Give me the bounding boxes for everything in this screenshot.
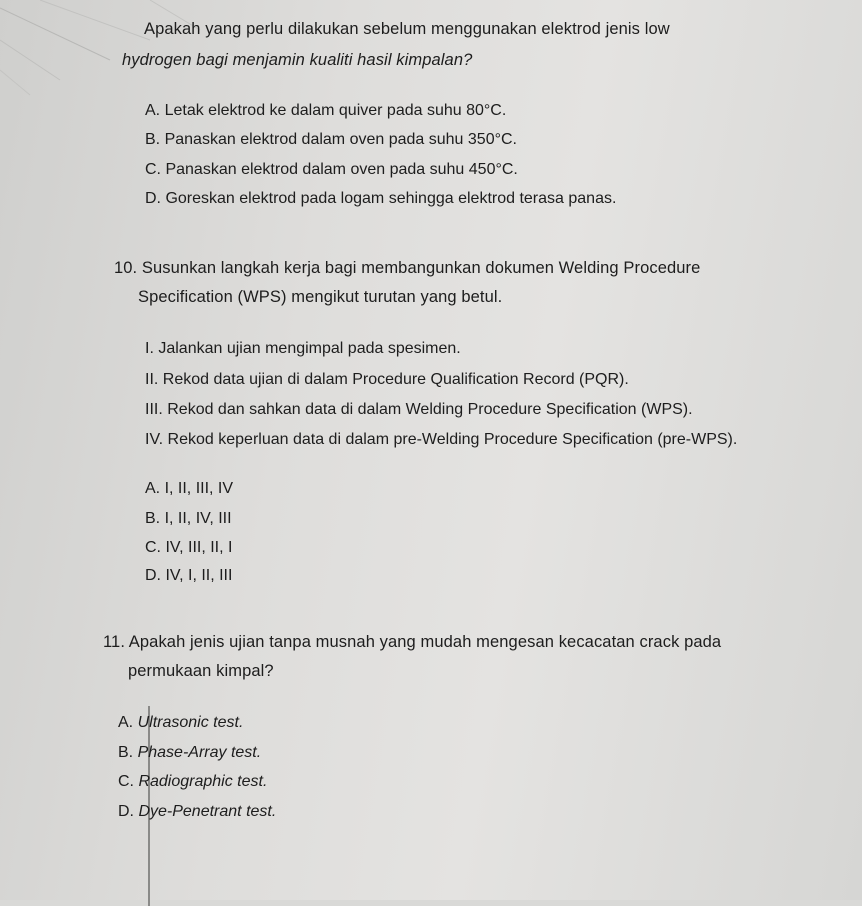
- option-text: Ultrasonic test.: [137, 714, 244, 731]
- option-text: I, II, III, IV: [164, 480, 234, 497]
- question-10-line-1: 10. Susunkan langkah kerja bagi membangunkan dokumen Welding Procedure: [114, 259, 701, 277]
- step-number: I.: [145, 340, 154, 357]
- option-text: Letak elektrod ke dalam quiver pada suhu 80°C.: [164, 102, 507, 119]
- option-letter: C.: [145, 161, 161, 178]
- option-letter: A.: [118, 714, 134, 731]
- step-text: Rekod dan sahkan data di dalam Welding Procedure Specification (WPS).: [167, 401, 693, 418]
- option-a-prev: [145, 102, 506, 120]
- option-c-q11: [118, 773, 267, 791]
- step-text: Rekod data ujian di dalam Procedure Qualification Record (PQR).: [162, 371, 629, 388]
- option-letter: D.: [145, 190, 161, 207]
- step-text: Jalankan ujian mengimpal pada spesimen.: [158, 340, 461, 357]
- step-4: [145, 431, 737, 449]
- step-1: [145, 340, 461, 358]
- option-letter: A.: [145, 102, 161, 119]
- option-c-q10: [145, 539, 232, 557]
- option-text: Panaskan elektrod dalam oven pada suhu 450°C.: [165, 161, 518, 178]
- option-text: Panaskan elektrod dalam oven pada suhu 350°C.: [164, 131, 517, 148]
- option-text: IV, III, II, I: [165, 539, 233, 556]
- step-number: IV.: [145, 431, 164, 448]
- option-d-q10: [145, 567, 232, 585]
- question-11-line-2: permukaan kimpal?: [128, 662, 274, 680]
- option-letter: D.: [145, 567, 161, 584]
- question-prev-line-2: hydrogen bagi menjamin kualiti hasil kimpalan?: [122, 51, 473, 69]
- option-text: IV, I, II, III: [165, 567, 233, 584]
- option-letter: B.: [145, 510, 161, 527]
- step-text: Rekod keperluan data di dalam pre-Welding Procedure Specification (pre-WPS).: [167, 431, 738, 448]
- step-2: [145, 371, 629, 389]
- option-text: Phase-Array test.: [137, 744, 262, 761]
- option-a-q10: [145, 480, 233, 498]
- option-text: Radiographic test.: [138, 773, 268, 790]
- question-11-line-1: 11. Apakah jenis ujian tanpa musnah yang mudah mengesan kecacatan crack pada: [103, 633, 722, 651]
- question-prev-line-1: Apakah yang perlu dilakukan sebelum menggunakan elektrod jenis low: [144, 20, 670, 38]
- option-letter: D.: [118, 803, 134, 820]
- option-letter: C.: [145, 539, 161, 556]
- option-d-q11: [118, 803, 276, 821]
- option-a-q11: [118, 714, 243, 732]
- option-d-prev: [145, 190, 616, 208]
- option-b-q10: [145, 510, 232, 528]
- step-3: [145, 401, 693, 419]
- option-letter: B.: [118, 744, 134, 761]
- option-letter: A.: [145, 480, 161, 497]
- option-c-prev: [145, 161, 518, 179]
- option-text: I, II, IV, III: [164, 510, 232, 527]
- option-letter: C.: [118, 773, 134, 790]
- option-text: Dye-Penetrant test.: [138, 803, 277, 820]
- option-b-q11: [118, 744, 261, 762]
- option-letter: B.: [145, 131, 161, 148]
- question-10-line-2: Specification (WPS) mengikut turutan yang betul.: [138, 288, 503, 306]
- option-b-prev: [145, 131, 517, 149]
- step-number: III.: [145, 401, 163, 418]
- option-text: Goreskan elektrod pada logam sehingga elektrod terasa panas.: [165, 190, 617, 207]
- step-number: II.: [145, 371, 159, 388]
